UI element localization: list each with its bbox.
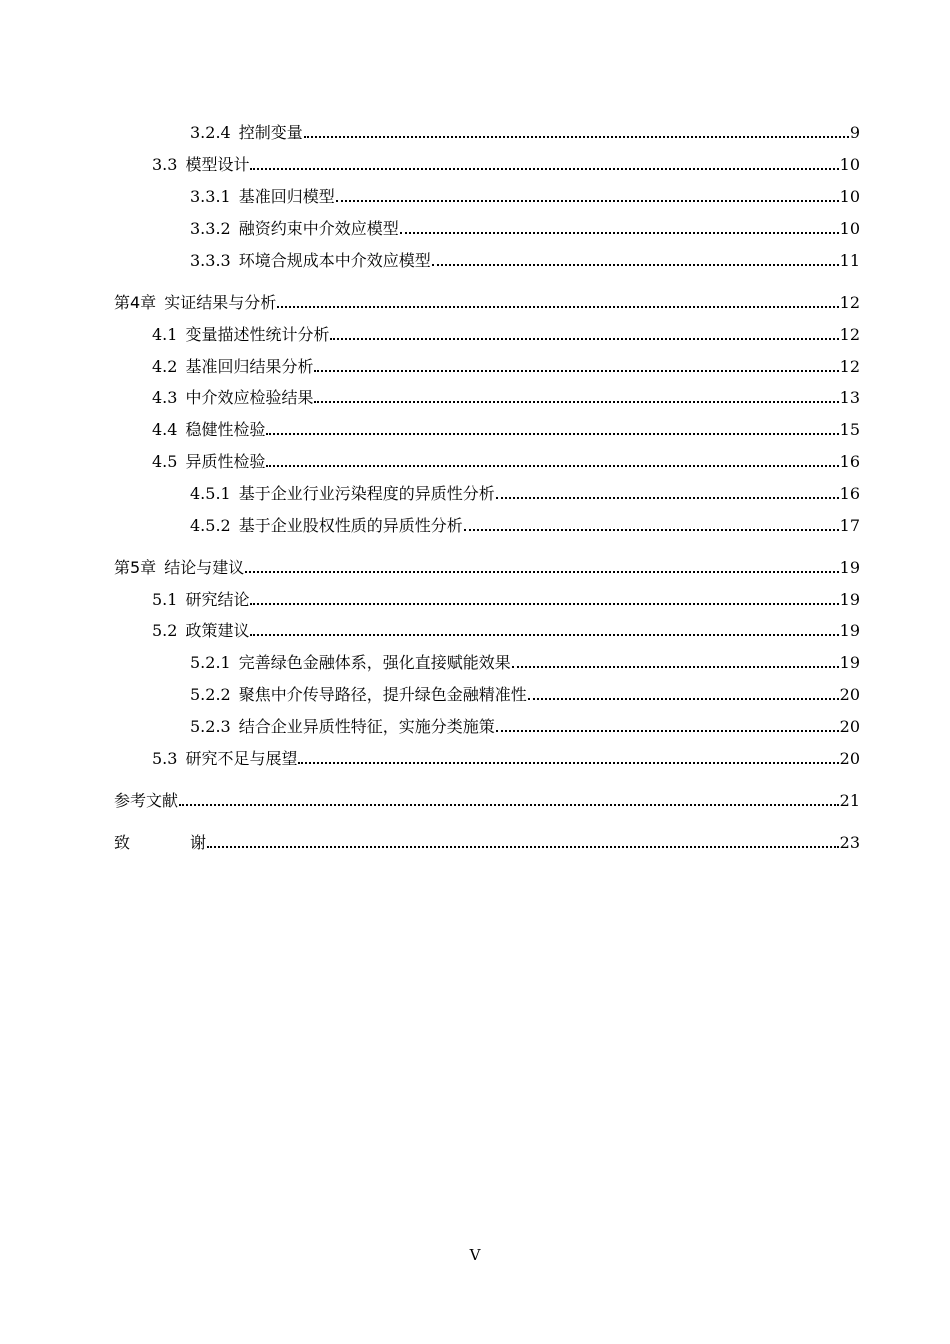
page-number: V	[469, 1246, 481, 1264]
toc-entry-page: 19	[839, 590, 860, 609]
toc-entry-title: 环境合规成本中介效应模型	[238, 251, 431, 270]
dot-leader	[432, 264, 839, 266]
toc-entry-5-2-1[interactable]	[190, 647, 860, 673]
toc-entry-5-2-2[interactable]	[190, 679, 860, 705]
toc-entry-4-5-1[interactable]	[190, 478, 860, 504]
toc-entry-number: 5.2	[152, 621, 178, 640]
toc-entry-page: 19	[839, 558, 860, 577]
toc-entry-chapter-5[interactable]	[114, 552, 860, 578]
toc-entry-number: 5.2.3	[190, 717, 231, 736]
dot-leader	[245, 571, 838, 573]
toc-entry-title: 稳健性检验	[185, 420, 266, 439]
toc-entry-number: 3.3.1	[190, 187, 231, 206]
toc-entry-page: 19	[839, 621, 860, 640]
toc-entry-page: 16	[839, 484, 860, 503]
dot-leader	[314, 370, 838, 372]
toc-entry-page: 10	[839, 155, 860, 174]
dot-leader	[314, 401, 838, 403]
dot-leader	[179, 804, 839, 806]
toc-entry-number: 第5章	[114, 558, 157, 577]
toc-entry-5-3[interactable]	[152, 743, 860, 769]
toc-entry-page: 12	[839, 325, 860, 344]
toc-entry-title: 基于企业股权性质的异质性分析	[238, 516, 463, 535]
toc-entry-title: 参考文献	[114, 791, 179, 810]
toc-entry-4-3[interactable]	[152, 382, 860, 408]
toc-entry-title: 完善绿色金融体系，强化直接赋能效果	[238, 653, 511, 672]
toc-entry-4-4[interactable]	[152, 414, 860, 440]
dot-leader	[496, 497, 839, 499]
toc-entry-title: 结合企业异质性特征，实施分类施策	[238, 717, 495, 736]
toc-entry-page: 12	[839, 293, 860, 312]
toc-entry-title: 致 谢	[114, 833, 229, 852]
toc-entry-number: 4.5.2	[190, 516, 231, 535]
toc-entry-page: 10	[839, 219, 860, 238]
toc-entry-number: 第4章	[114, 293, 157, 312]
toc-entry-3-3[interactable]	[152, 149, 860, 175]
toc-entry-page: 12	[839, 357, 860, 376]
toc-entry-3-3-1[interactable]	[190, 181, 860, 207]
dot-leader	[207, 846, 839, 848]
toc-entry-title: 研究结论	[185, 590, 250, 609]
toc-entry-page: 9	[849, 123, 860, 142]
toc-entry-title: 实证结果与分析	[164, 293, 277, 312]
toc-entry-title: 控制变量	[238, 123, 303, 142]
toc-entry-4-2[interactable]	[152, 351, 860, 377]
toc-entry-page: 11	[839, 251, 860, 270]
toc-entry-number: 3.3	[152, 155, 178, 174]
toc-entry-4-5-2[interactable]	[190, 510, 860, 536]
toc-entry-page: 15	[839, 420, 860, 439]
dot-leader	[277, 306, 838, 308]
toc-entry-number: 3.3.3	[190, 251, 231, 270]
toc-entry-title: 异质性检验	[185, 452, 266, 471]
toc-entry-title: 模型设计	[185, 155, 250, 174]
dot-leader	[330, 338, 838, 340]
toc-entry-title: 基于企业行业污染程度的异质性分析	[238, 484, 495, 503]
toc-entry-page: 16	[839, 452, 860, 471]
toc-entry-4-5[interactable]	[152, 446, 860, 472]
toc-entry-number: 5.1	[152, 590, 178, 609]
toc-entry-5-2-3[interactable]	[190, 711, 860, 737]
toc-entry-number: 4.4	[152, 420, 178, 439]
toc-entry-title: 基准回归结果分析	[185, 357, 314, 376]
toc-entry-acknowledgements[interactable]	[114, 827, 860, 853]
toc-entry-number: 4.2	[152, 357, 178, 376]
dot-leader	[496, 730, 839, 732]
toc-entry-page: 10	[839, 187, 860, 206]
toc-entry-title: 中介效应检验结果	[185, 388, 314, 407]
dot-leader	[250, 168, 838, 170]
toc-entry-number: 3.3.2	[190, 219, 231, 238]
dot-leader	[250, 603, 838, 605]
dot-leader	[400, 232, 839, 234]
toc-entry-number: 4.1	[152, 325, 178, 344]
toc-entry-number: 4.5.1	[190, 484, 231, 503]
toc-entry-number: 4.3	[152, 388, 178, 407]
toc-entry-page: 20	[839, 717, 860, 736]
toc-entry-3-2-4[interactable]	[190, 117, 860, 143]
toc-entry-chapter-4[interactable]	[114, 287, 860, 313]
toc-entry-number: 5.3	[152, 749, 178, 768]
toc-entry-3-3-2[interactable]	[190, 213, 860, 239]
toc-entry-page: 17	[839, 516, 860, 535]
toc-entry-number: 4.5	[152, 452, 178, 471]
toc-entry-number: 3.2.4	[190, 123, 231, 142]
dot-leader	[298, 762, 838, 764]
dot-leader	[250, 634, 838, 636]
dot-leader	[304, 136, 849, 138]
toc-entry-page: 20	[839, 685, 860, 704]
toc-entry-title: 聚焦中介传导路径，提升绿色金融精准性	[238, 685, 527, 704]
toc-entry-page: 23	[839, 833, 860, 852]
dot-leader	[464, 529, 839, 531]
toc-entry-page: 19	[839, 653, 860, 672]
toc-entry-title: 结论与建议	[164, 558, 245, 577]
toc-entry-3-3-3[interactable]	[190, 245, 860, 271]
toc-entry-number: 5.2.1	[190, 653, 231, 672]
dot-leader	[512, 666, 839, 668]
dot-leader	[266, 465, 838, 467]
toc-entry-title: 融资约束中介效应模型	[238, 219, 399, 238]
dot-leader	[336, 200, 839, 202]
toc-entry-5-1[interactable]	[152, 584, 860, 610]
dot-leader	[266, 433, 838, 435]
toc-entry-title: 基准回归模型	[238, 187, 335, 206]
toc-entry-references[interactable]	[114, 785, 860, 811]
toc-entry-4-1[interactable]	[152, 319, 860, 345]
toc-entry-page: 20	[839, 749, 860, 768]
dot-leader	[528, 698, 839, 700]
toc-entry-page: 21	[839, 791, 860, 810]
toc-entry-page: 13	[839, 388, 860, 407]
toc-entry-5-2[interactable]	[152, 615, 860, 641]
toc-entry-number: 5.2.2	[190, 685, 231, 704]
toc-entry-title: 政策建议	[185, 621, 250, 640]
toc-entry-title: 变量描述性统计分析	[185, 325, 330, 344]
toc-entry-title: 研究不足与展望	[185, 749, 298, 768]
